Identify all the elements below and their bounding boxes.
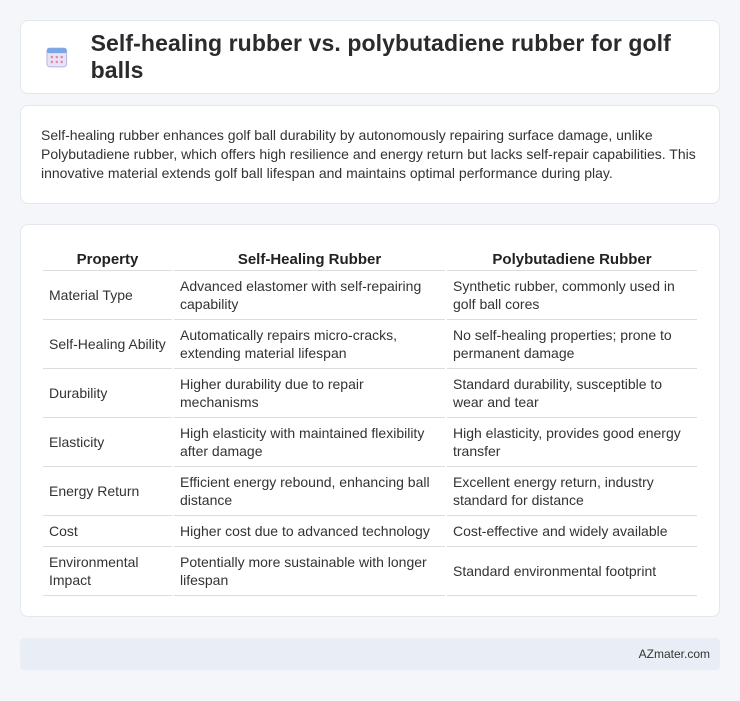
table-row [43, 467, 697, 516]
cell-self-healing: Efficient energy rebound, enhancing ball distance [174, 467, 445, 516]
cell-polybutadiene: Standard durability, susceptible to wear and tear [447, 369, 697, 418]
footer-bar [20, 638, 720, 670]
table-header-row [43, 245, 697, 271]
cell-property: Elasticity [43, 418, 172, 467]
cell-property: Energy Return [43, 467, 172, 516]
header-self-healing: Self-Healing Rubber [174, 245, 445, 271]
cell-polybutadiene: Cost-effective and widely available [447, 516, 697, 547]
table-row [43, 516, 697, 547]
cell-polybutadiene: High elasticity, provides good energy transfer [447, 418, 697, 467]
table-row [43, 271, 697, 320]
cell-self-healing: Higher durability due to repair mechanisms [174, 369, 445, 418]
cell-polybutadiene: Standard environmental footprint [447, 547, 697, 596]
calendar-icon [45, 45, 69, 69]
header-property: Property [43, 245, 172, 271]
cell-property: Material Type [43, 271, 172, 320]
header-polybutadiene: Polybutadiene Rubber [447, 245, 697, 271]
intro-card [20, 105, 720, 204]
cell-property: Environmental Impact [43, 547, 172, 596]
cell-property: Durability [43, 369, 172, 418]
cell-polybutadiene: Synthetic rubber, commonly used in golf ball cores [447, 271, 697, 320]
table-row [43, 418, 697, 467]
comparison-table [41, 245, 699, 596]
cell-self-healing: Automatically repairs micro-cracks, extending material lifespan [174, 320, 445, 369]
page-title: Self-healing rubber vs. polybutadiene rubber for golf balls [90, 30, 671, 83]
comparison-card [20, 224, 720, 617]
table-row [43, 547, 697, 596]
title-card [20, 20, 720, 94]
intro-text: Self-healing rubber enhances golf ball durability by autonomously repairing surface damage, unlike Polybutadiene rubber, which offers high resilience and energy return but lacks self-repair capabilities. This innovative material extends golf ball lifespan and maintains optimal performance during play. [41, 127, 696, 181]
footer-brand: AZmater.com [638, 647, 710, 661]
cell-property: Cost [43, 516, 172, 547]
cell-self-healing: Higher cost due to advanced technology [174, 516, 445, 547]
cell-self-healing: High elasticity with maintained flexibility after damage [174, 418, 445, 467]
cell-polybutadiene: Excellent energy return, industry standard for distance [447, 467, 697, 516]
cell-polybutadiene: No self-healing properties; prone to permanent damage [447, 320, 697, 369]
table-row [43, 369, 697, 418]
cell-self-healing: Advanced elastomer with self-repairing capability [174, 271, 445, 320]
cell-self-healing: Potentially more sustainable with longer lifespan [174, 547, 445, 596]
cell-property: Self-Healing Ability [43, 320, 172, 369]
table-row [43, 320, 697, 369]
